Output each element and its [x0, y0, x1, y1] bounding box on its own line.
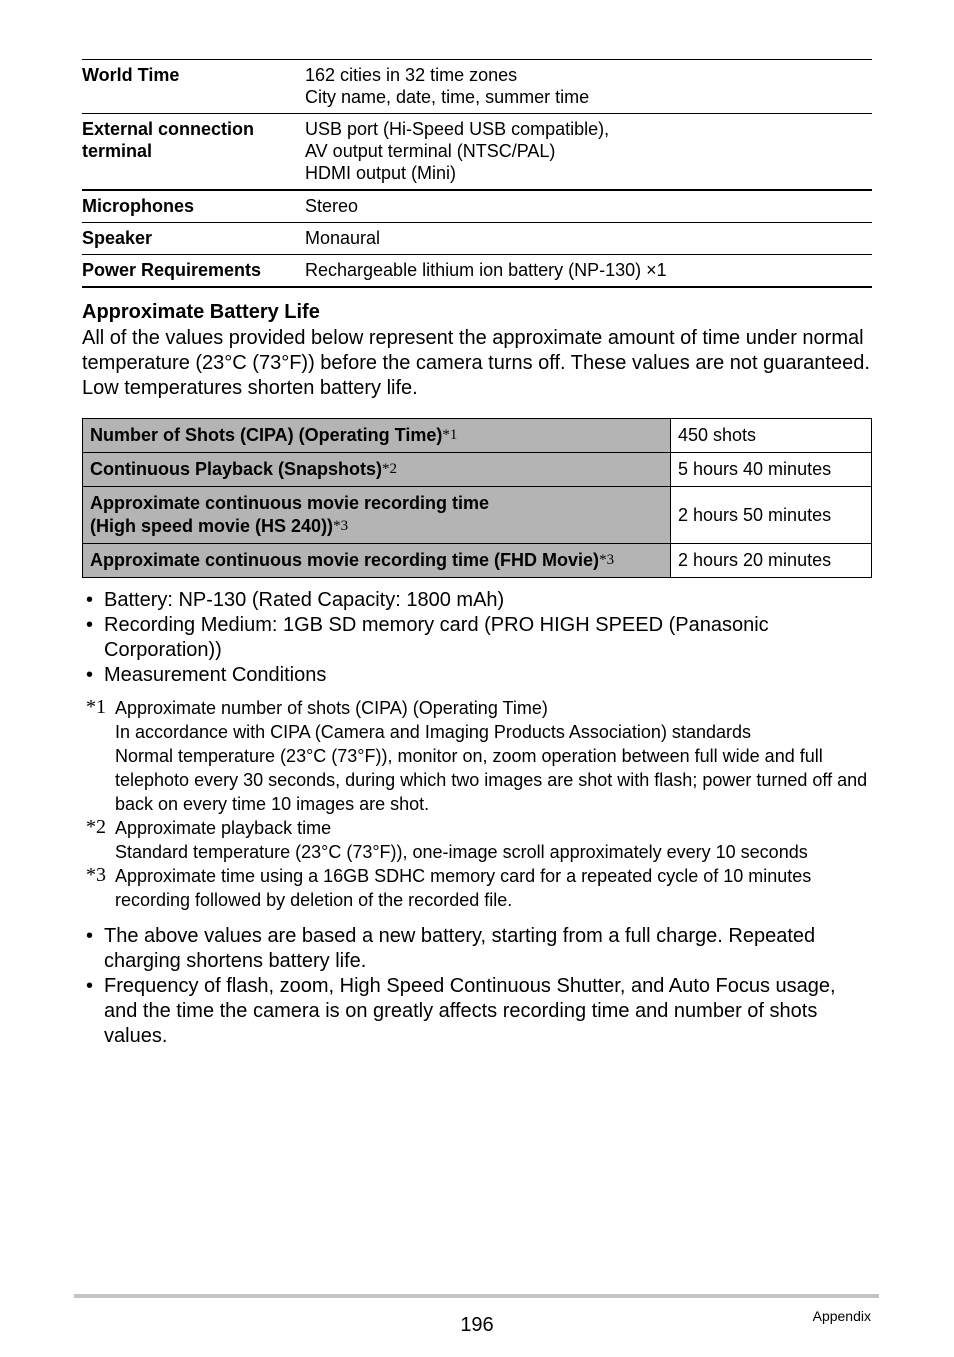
spec-value-line: USB port (Hi-Speed USB compatible), — [305, 119, 610, 139]
battery-row-label — [83, 487, 671, 544]
battery-row-value: 2 hours 50 minutes — [671, 487, 872, 544]
footnote-mark: *1 — [86, 696, 106, 718]
section-label: Appendix — [812, 1308, 871, 1324]
battery-row-label-text: (High speed movie (HS 240)) — [90, 516, 334, 536]
list-item-text: Recording Medium: 1GB SD memory card (PRO HIGH SPEED (Panasonic Corporation)) — [104, 614, 769, 661]
battery-row-label-text: Approximate continuous movie recording time (FHD Movie) — [90, 550, 600, 570]
footnote-mark: *3 — [333, 518, 349, 534]
battery-row — [83, 487, 872, 544]
footnote-mark: *3 — [86, 864, 106, 886]
page-number: 196 — [460, 1314, 494, 1336]
spec-label: Power Requirements — [82, 260, 262, 280]
bullet-icon: • — [86, 975, 94, 997]
battery-row-label — [83, 419, 671, 453]
battery-row-value: 450 shots — [671, 419, 872, 453]
spec-value-line: 162 cities in 32 time zones — [305, 65, 518, 85]
spec-row-power — [82, 255, 872, 288]
footnote — [82, 864, 872, 912]
footnote-mark: *2 — [382, 461, 398, 477]
spec-value — [305, 60, 872, 114]
spec-label: World Time — [82, 65, 180, 85]
spec-value-line: HDMI output (Mini) — [305, 163, 457, 183]
spec-row-speaker — [82, 223, 872, 255]
spec-value-line: AV output terminal (NTSC/PAL) — [305, 141, 556, 161]
footnote-mark: *3 — [599, 552, 615, 568]
battery-row-value: 2 hours 20 minutes — [671, 544, 872, 578]
footnote-line: Normal temperature (23°C (73°F)), monitor on, zoom operation between full wide and full telephoto every 30 seconds, during which two images are shot with flash; power turned off and back on every time 10 images are shot. — [115, 746, 868, 814]
footnote — [82, 816, 872, 864]
spec-value: Stereo — [305, 196, 359, 216]
battery-row-label — [83, 453, 671, 487]
battery-row — [83, 453, 872, 487]
list-item — [82, 663, 872, 688]
spec-label: Speaker — [82, 228, 153, 248]
spec-label-line: External connection — [82, 119, 255, 139]
spec-value-line: City name, date, time, summer time — [305, 87, 590, 107]
page-content — [82, 59, 872, 1049]
battery-row — [83, 544, 872, 578]
list-item-text: The above values are based a new battery, starting from a full charge. Repeated charging shortens battery life. — [104, 925, 816, 972]
bullet-icon: • — [86, 589, 94, 611]
footnotes — [82, 696, 872, 912]
bullet-icon: • — [86, 664, 94, 686]
footnote-mark: *2 — [86, 816, 106, 838]
battery-row-label-text: Continuous Playback (Snapshots) — [90, 459, 383, 479]
battery-row-value: 5 hours 40 minutes — [671, 453, 872, 487]
footer-divider — [74, 1294, 879, 1298]
battery-life-table — [82, 418, 872, 578]
spec-label-line: terminal — [82, 141, 153, 161]
footnote — [82, 696, 872, 816]
battery-row-label-line: Approximate continuous movie recording time — [90, 493, 490, 513]
footnote-mark: *1 — [442, 427, 458, 443]
spec-label — [82, 114, 305, 191]
spec-row-external-connection — [82, 114, 872, 191]
battery-row-label-line-2 — [90, 515, 663, 538]
remarks-list — [82, 924, 872, 1049]
battery-row — [83, 419, 872, 453]
spec-value: Rechargeable lithium ion battery (NP-130) ×1 — [305, 260, 667, 280]
conditions-list — [82, 588, 872, 688]
section-heading: Approximate Battery Life — [82, 301, 320, 323]
footnote-line: Approximate time using a 16GB SDHC memory card for a repeated cycle of 10 minutes recording followed by deletion of the recorded file. — [115, 866, 812, 910]
footnote-line: In accordance with CIPA (Camera and Imaging Products Association) standards — [115, 722, 751, 742]
battery-row-label-text: Number of Shots (CIPA) (Operating Time) — [90, 425, 443, 445]
spec-row-microphones — [82, 190, 872, 223]
spec-value: Monaural — [305, 228, 381, 248]
list-item — [82, 924, 872, 974]
footnote-line: Approximate playback time — [115, 818, 332, 838]
list-item-text: Frequency of flash, zoom, High Speed Continuous Shutter, and Auto Focus usage, and the time the camera is on greatly affects recording time and number of shots values. — [104, 975, 836, 1047]
footnote-line: Approximate number of shots (CIPA) (Operating Time) — [115, 698, 548, 718]
list-item-text: Measurement Conditions — [104, 664, 327, 686]
battery-row-label — [83, 544, 671, 578]
list-item — [82, 588, 872, 613]
spec-label: Microphones — [82, 196, 195, 216]
list-item-text: Battery: NP-130 (Rated Capacity: 1800 mAh) — [104, 589, 505, 611]
footnote-line: Standard temperature (23°C (73°F)), one-image scroll approximately every 10 seconds — [115, 842, 808, 862]
spec-table — [82, 59, 872, 288]
intro-paragraph: All of the values provided below represent the approximate amount of time under normal temperature (23°C (73°F)) before the camera turns off. These values are not guaranteed. Low temperatures shorten battery life. — [82, 327, 870, 399]
spec-row-world-time — [82, 60, 872, 114]
spec-value — [305, 114, 872, 191]
bullet-icon: • — [86, 614, 94, 636]
bullet-icon: • — [86, 925, 94, 947]
list-item — [82, 613, 872, 663]
list-item — [82, 974, 872, 1049]
